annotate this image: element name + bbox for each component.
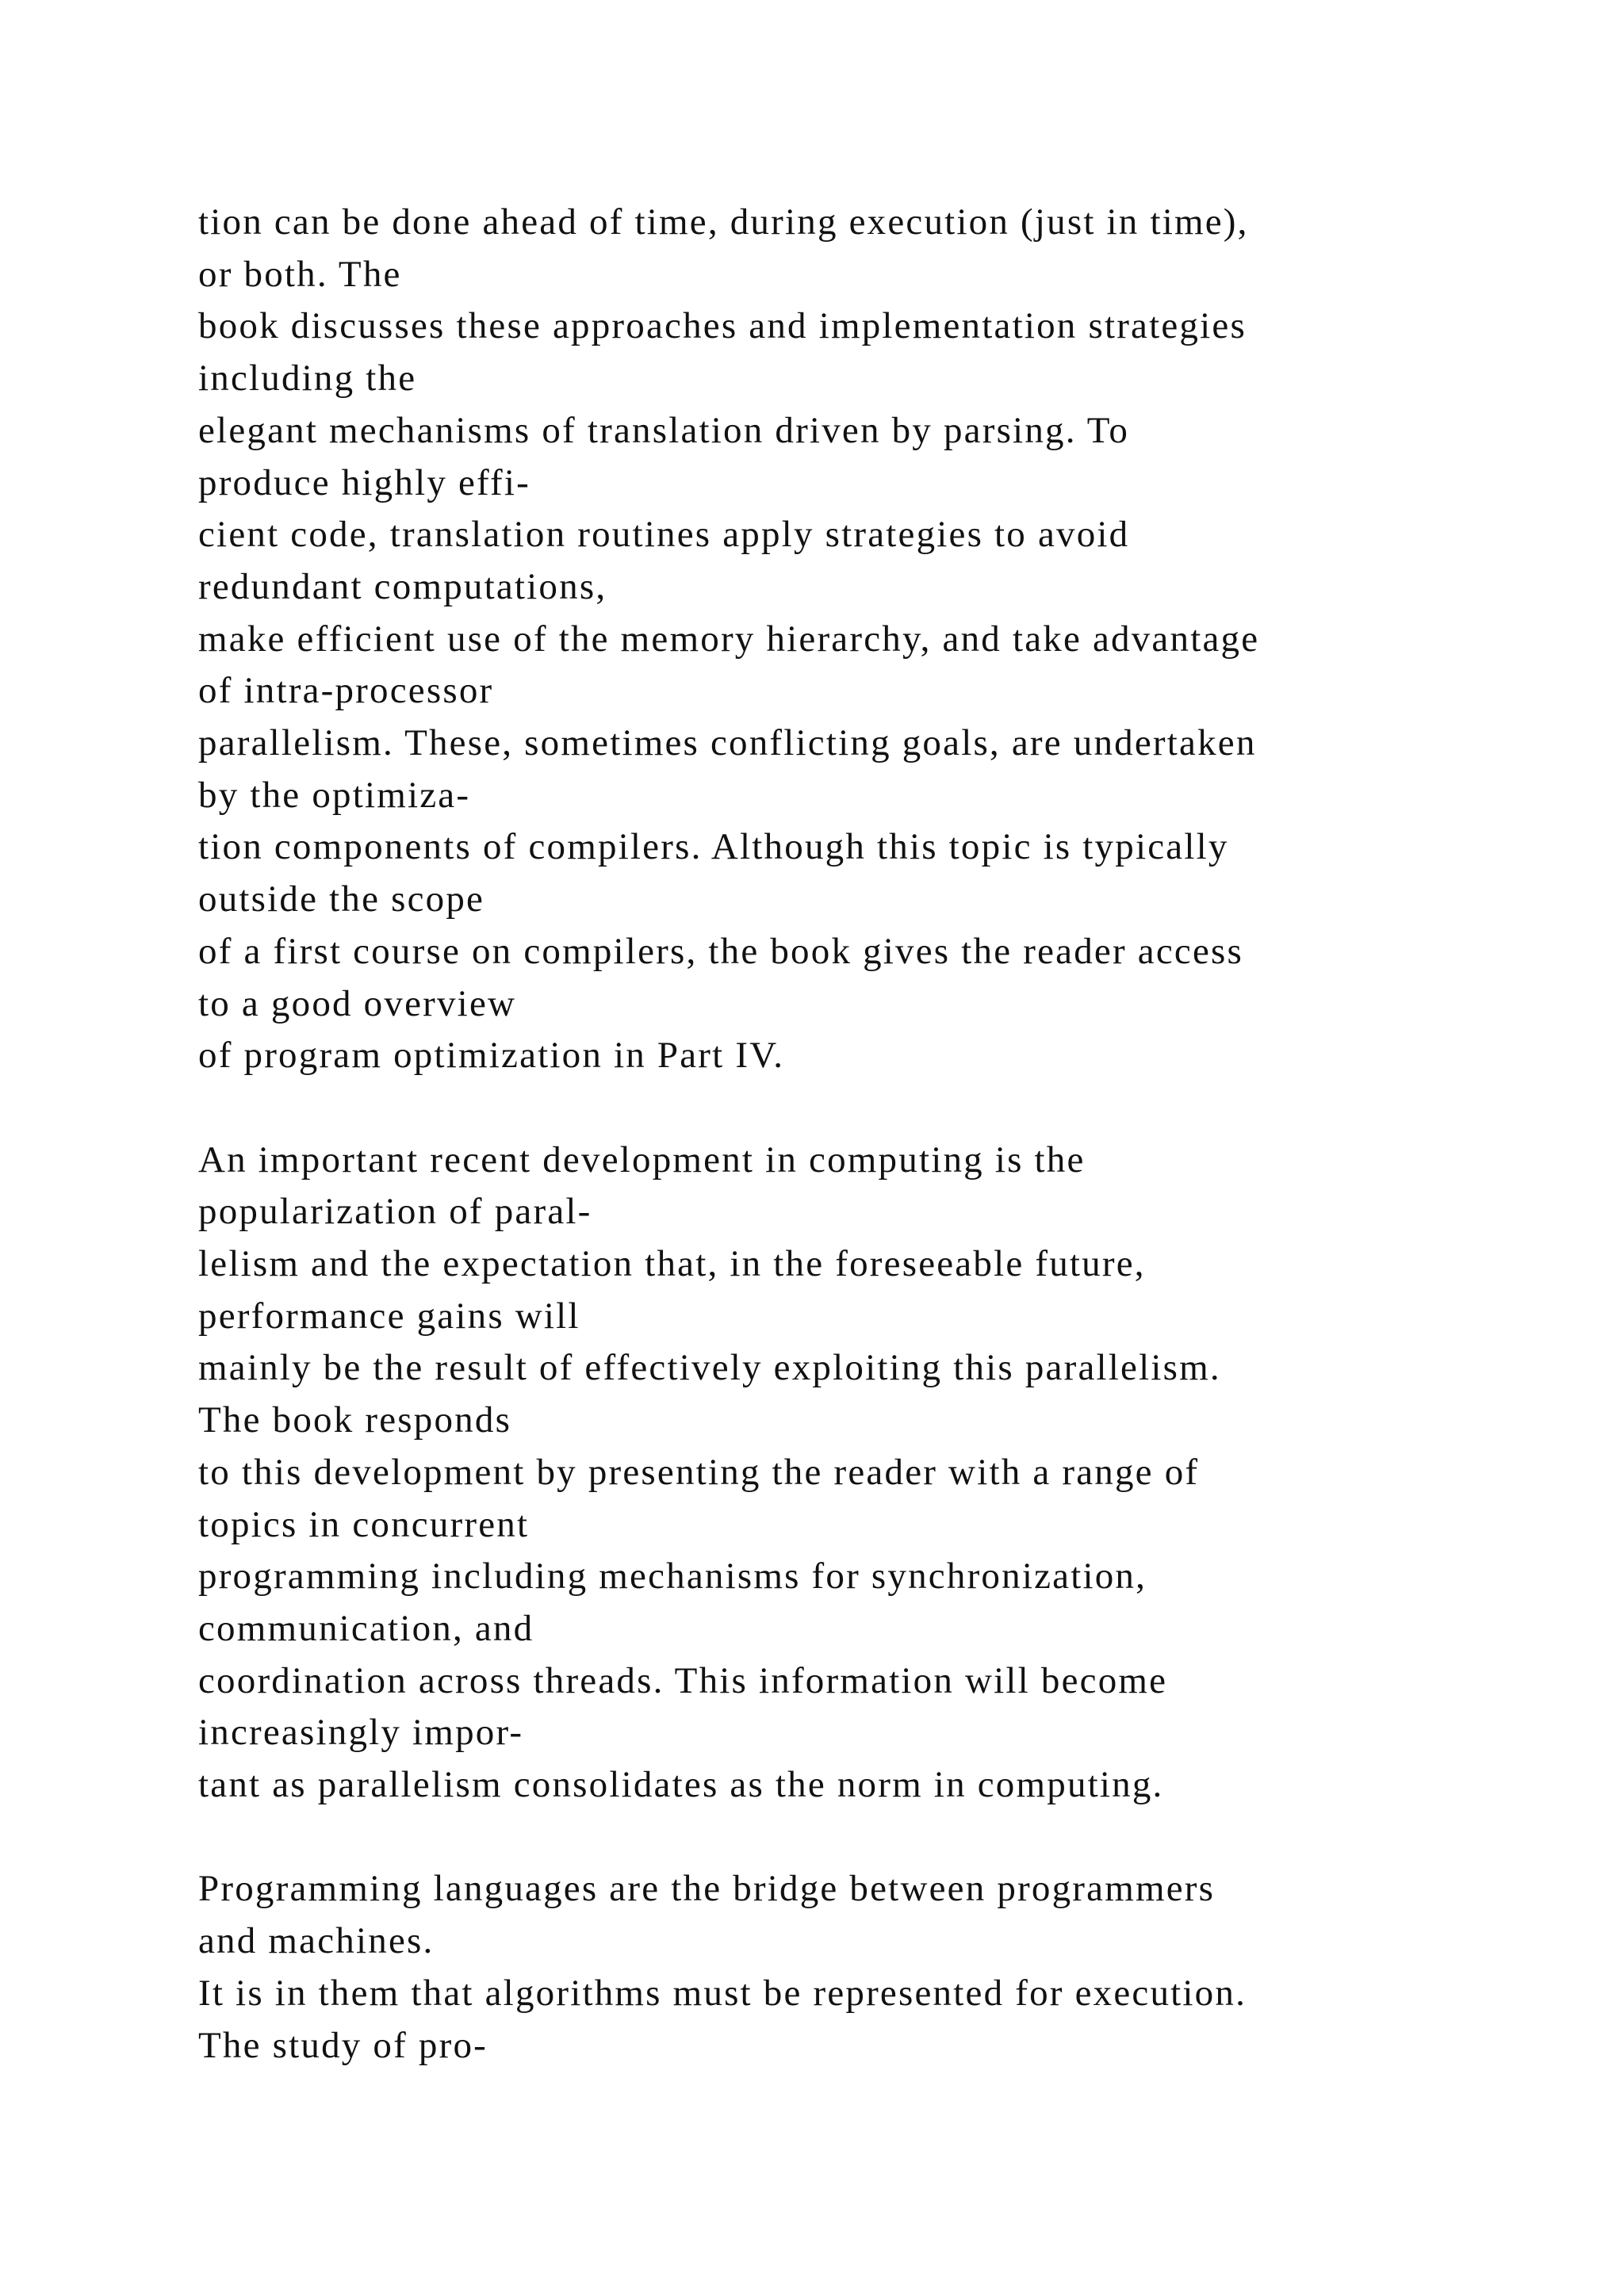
paragraph-translation [198,197,1594,1082]
text-line: of intra-processor [198,670,494,712]
text-line: to this development by presenting the reader with a range of [198,1451,1200,1493]
text-line: communication, and [198,1607,534,1649]
paragraph-programming-languages [198,1863,1594,2072]
text-line: Programming languages are the bridge between programmers [198,1868,1216,1910]
text-line: produce highly effi- [198,461,531,503]
text-line: elegant mechanisms of translation driven by parsing. To [198,409,1130,451]
text-line: increasingly impor- [198,1712,524,1754]
text-line: to a good overview [198,982,517,1024]
text-line: performance gains will [198,1295,580,1337]
text-line: mainly be the result of effectively exploiting this parallelism. [198,1347,1221,1389]
text-line: redundant computations, [198,565,607,607]
text-line: topics in concurrent [198,1503,530,1545]
text-line: lelism and the expectation that, in the foreseeable future, [198,1243,1146,1285]
text-line: book discusses these approaches and implementation strategies [198,305,1247,347]
text-line: An important recent development in computing is the [198,1138,1086,1181]
text-line: including the [198,358,417,400]
body-text [198,197,1594,2124]
text-line: make efficient use of the memory hierarchy, and take advantage [198,618,1260,660]
text-line: of a first course on compilers, the book gives the reader access [198,930,1243,972]
text-line: by the optimiza- [198,774,471,816]
text-line: The book responds [198,1399,512,1441]
text-line: tion components of compilers. Although this topic is typically [198,826,1229,868]
text-line: and machines. [198,1920,435,1962]
paragraph-parallelism [198,1135,1594,1812]
text-line: The study of pro- [198,2024,488,2066]
text-line: of program optimization in Part IV. [198,1035,785,1077]
text-line: tant as parallelism consolidates as the norm in computing. [198,1764,1164,1806]
text-line: or both. The [198,253,402,295]
text-line: programming including mechanisms for synchronization, [198,1556,1147,1598]
text-line: tion can be done ahead of time, during execution (just in time), [198,201,1249,243]
text-line: popularization of paral- [198,1191,592,1233]
text-line: It is in them that algorithms must be represented for execution. [198,1972,1247,2014]
text-line: parallelism. These, sometimes conflicting goals, are undertaken [198,722,1257,764]
text-line: cient code, translation routines apply strategies to avoid [198,514,1130,556]
text-line: coordination across threads. This information will become [198,1659,1168,1701]
text-line: outside the scope [198,878,485,920]
